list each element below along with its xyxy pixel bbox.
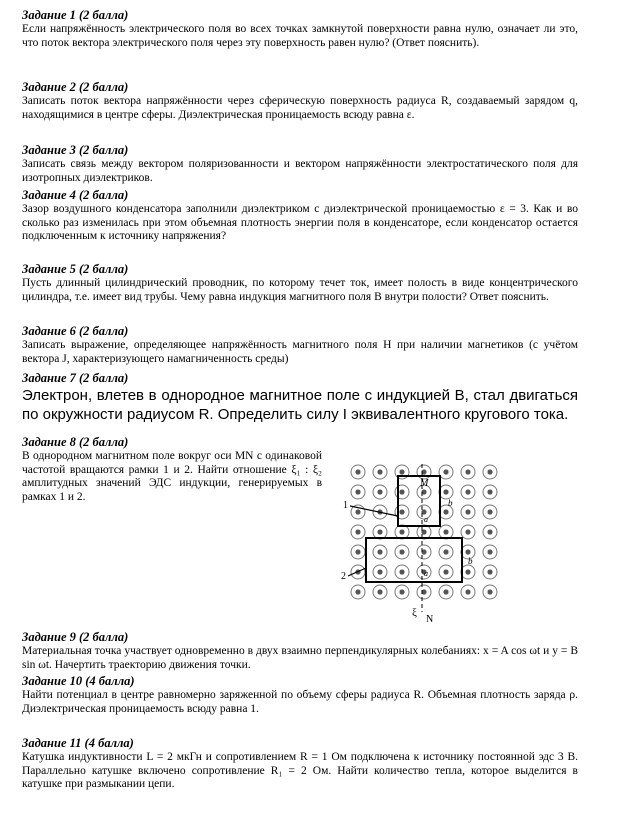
field-dot (355, 509, 360, 514)
task-header: Задание 6 (2 балла) (22, 324, 129, 338)
field-dot (399, 509, 404, 514)
task-10 (22, 674, 578, 716)
field-dot (377, 549, 382, 554)
task-text: Записать связь между вектором поляризованности и вектором напряжённости электростатического поля для изотропных диэлектриков. (22, 158, 578, 184)
task-9 (22, 630, 578, 672)
field-dot (487, 569, 492, 574)
label-a-top: a (424, 515, 428, 524)
field-dot (399, 529, 404, 534)
magnetic-field-figure (340, 462, 550, 630)
field-dot (465, 589, 470, 594)
field-dot (487, 549, 492, 554)
label-b-top: b (448, 498, 453, 508)
label-xi: ξ (412, 607, 417, 619)
task-header: Задание 4 (2 балла) (22, 188, 129, 202)
task-text: Электрон, влетев в однородное магнитное поле с индукцией B, стал двигаться по окружности радиусом R. Определить силу I эквивалентного кругового тока. (22, 387, 578, 423)
field-dot (443, 469, 448, 474)
task-header: Задание 8 (2 балла) (22, 435, 129, 449)
field-dot (465, 549, 470, 554)
field-dot (443, 509, 448, 514)
label-b-bottom: b (468, 556, 473, 566)
field-dot (399, 589, 404, 594)
field-dot (487, 469, 492, 474)
label-2: 2 (341, 571, 346, 582)
task-header: Задание 3 (2 балла) (22, 143, 129, 157)
task-3 (22, 143, 578, 185)
field-dot (443, 589, 448, 594)
task-text: Катушка индуктивности L = 2 мкГн и сопротивлением R = 1 Ом подключена к источнику постоянной эдс 3 В. Параллельно катушке включено сопротивление R₁ = 2 Ом. Найти количество тепла, которое выделится в катушке при размыкании цепи. (22, 751, 578, 791)
field-dot (377, 469, 382, 474)
field-dot (443, 529, 448, 534)
label-a-bottom: a (424, 569, 428, 578)
field-dot (377, 589, 382, 594)
label-n: N (426, 614, 434, 625)
task-text: Записать выражение, определяющее напряжённость магнитного поля H при наличии магнетиков (с учётом вектора J, характеризующего намагниченность среды) (22, 339, 578, 365)
field-dot (465, 569, 470, 574)
label-m: M (420, 478, 429, 489)
field-dot (399, 489, 404, 494)
field-dot (377, 529, 382, 534)
field-dot (487, 509, 492, 514)
field-dot (399, 569, 404, 574)
task-11 (22, 736, 578, 792)
task-1 (22, 8, 578, 50)
task-text: Материальная точка участвует одновременно в двух взаимно перпендикулярных колебаниях: x = A cos ωt и y = B sin ωt. Начертить траекторию движения точки. (22, 645, 578, 671)
field-dot (465, 509, 470, 514)
field-dot (377, 569, 382, 574)
task-4 (22, 188, 578, 244)
field-dot (443, 549, 448, 554)
task-header: Задание 7 (2 балла) (22, 371, 129, 385)
field-dot (487, 589, 492, 594)
field-dot (355, 469, 360, 474)
task-text: Найти потенциал в центре равномерно заряженной по объему сферы радиуса R. Объемная плотность заряда ρ. Диэлектрическая проницаемость всюду равна 1. (22, 689, 578, 715)
field-dot (465, 529, 470, 534)
task-header: Задание 11 (4 балла) (22, 736, 134, 750)
field-dot (487, 489, 492, 494)
field-dot (355, 589, 360, 594)
task-header: Задание 2 (2 балла) (22, 80, 129, 94)
field-dot (443, 569, 448, 574)
field-dot (465, 469, 470, 474)
task-header: Задание 10 (4 балла) (22, 674, 135, 688)
task-6 (22, 324, 578, 366)
field-dot (355, 489, 360, 494)
task-text: Пусть длинный цилиндрический проводник, по которому течет ток, имеет полость в виде концентрического цилиндра, т.е. имеет вид трубы. Чему равна индукция магнитного поля B внутри полости? Ответ пояснить. (22, 277, 578, 303)
label-1: 1 (343, 500, 348, 511)
field-dot (355, 529, 360, 534)
task-7 (22, 371, 578, 424)
field-dot (399, 469, 404, 474)
task-5 (22, 262, 578, 304)
field-dot (377, 489, 382, 494)
task-text: В однородном магнитном поле вокруг оси MN с одинаковой частотой вращаются рамки 1 и 2. Найти отношение ξ₁ : ξ₂ амплитудных значений ЭДС индукции, генерируемых в рамках 1 и 2. (22, 450, 322, 503)
task-header: Задание 1 (2 балла) (22, 8, 129, 22)
field-dot (465, 489, 470, 494)
task-text: Записать поток вектора напряжённости через сферическую поверхность радиуса R, создаваемый зарядом q, находящимися в центре сферы. Диэлектрическая проницаемость всюду равна ε. (22, 95, 578, 121)
task-header: Задание 9 (2 балла) (22, 630, 129, 644)
task-text: Если напряжённость электрического поля во всех точках замкнутой поверхности равна нулю, означает ли это, что поток вектора электрического поля через эту поверхность равен нулю? (Ответ пояснить). (22, 23, 578, 49)
field-dot (355, 549, 360, 554)
field-dot (443, 489, 448, 494)
task-header: Задание 5 (2 балла) (22, 262, 129, 276)
task-text: Зазор воздушного конденсатора заполнили диэлектриком с диэлектрической проницаемостью ε = 3. Как и во сколько раз изменилась при этом объемная плотность энергии поля в конденсаторе, если конденсатор остается подключенным к источнику напряжения? (22, 203, 578, 243)
field-dot (487, 529, 492, 534)
task-2 (22, 80, 578, 122)
field-dot (399, 549, 404, 554)
